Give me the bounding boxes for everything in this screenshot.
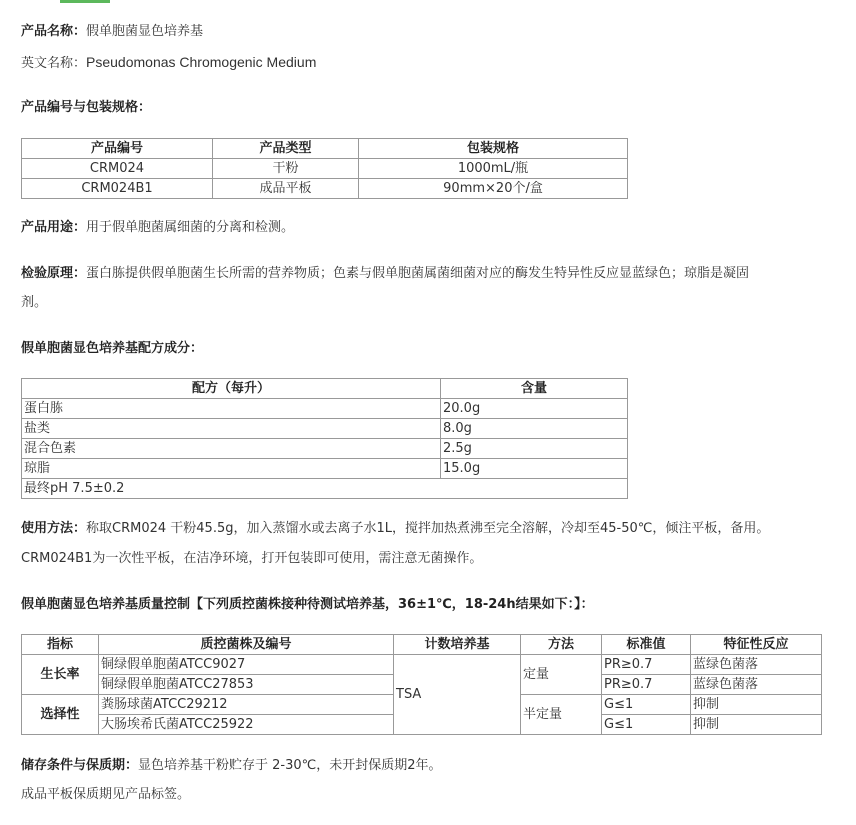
storage-note: 成品平板保质期见产品标签。 (21, 787, 191, 802)
principle-line-2: 剂。 (21, 295, 48, 310)
qc-header-medium: 计数培养基 (394, 635, 521, 655)
method-line (21, 520, 769, 538)
table-header-row (22, 379, 628, 399)
qc-header-standard: 标准值 (602, 635, 691, 655)
table-row (22, 159, 628, 179)
usage-text: 用于假单胞菌属细菌的分离和检测。 (86, 220, 295, 235)
english-name-line (21, 53, 316, 73)
qc-standard: PR≥0.7 (602, 655, 691, 675)
spec-cell-pack: 90mm×20个/盒 (359, 179, 628, 199)
usage-line (21, 219, 294, 237)
table-row (22, 419, 628, 439)
qc-standard: G≤1 (602, 695, 691, 715)
qc-table (21, 634, 822, 735)
english-name-value: Pseudomonas Chromogenic Medium (86, 54, 317, 70)
table-header-row (22, 635, 822, 655)
table-row (22, 439, 628, 459)
qc-group-growth: 生长率 (22, 655, 99, 695)
qc-strain: 大肠埃希氏菌ATCC25922 (99, 715, 394, 735)
spec-cell-pack: 1000mL/瓶 (359, 159, 628, 179)
spec-table (21, 138, 628, 199)
spec-header-code: 产品编号 (22, 139, 213, 159)
qc-group-selectivity: 选择性 (22, 695, 99, 735)
usage-label: 产品用途： (21, 220, 87, 235)
storage-line (21, 757, 442, 775)
qc-method-quant: 定量 (521, 655, 602, 695)
spec-section-title: 产品编号与包装规格： (21, 100, 152, 115)
qc-header-reaction: 特征性反应 (691, 635, 822, 655)
qc-reaction: 抑制 (691, 695, 822, 715)
method-line-2: CRM024B1为一次性平板，在洁净环境，打开包装即可使用，需注意无菌操作。 (21, 551, 483, 566)
qc-reaction: 蓝绿色菌落 (691, 655, 822, 675)
qc-reaction: 抑制 (691, 715, 822, 735)
formula-header-amount: 含量 (441, 379, 628, 399)
top-accent-bar (60, 0, 110, 3)
qc-standard: G≤1 (602, 715, 691, 735)
formula-ingredient: 蛋白胨 (22, 399, 441, 419)
product-name-label: 产品名称： (21, 24, 87, 39)
english-name-label: 英文名称： (21, 56, 87, 71)
method-label: 使用方法： (21, 521, 87, 536)
formula-ingredient: 琼脂 (22, 459, 441, 479)
principle-line (21, 265, 749, 283)
table-row (22, 399, 628, 419)
qc-strain: 粪肠球菌ATCC29212 (99, 695, 394, 715)
qc-standard: PR≥0.7 (602, 675, 691, 695)
qc-reaction: 蓝绿色菌落 (691, 675, 822, 695)
spec-header-pack: 包装规格 (359, 139, 628, 159)
formula-ingredient: 盐类 (22, 419, 441, 439)
product-name-value: 假单胞菌显色培养基 (86, 24, 204, 39)
spec-cell-code: CRM024 (22, 159, 213, 179)
qc-medium: TSA (394, 655, 521, 735)
table-row (22, 179, 628, 199)
formula-amount: 20.0g (441, 399, 628, 419)
formula-section-title: 假单胞菌显色培养基配方成分： (21, 341, 204, 356)
qc-header-strain: 质控菌株及编号 (99, 635, 394, 655)
formula-ingredient: 混合色素 (22, 439, 441, 459)
formula-amount: 15.0g (441, 459, 628, 479)
spec-header-type: 产品类型 (213, 139, 359, 159)
table-row (22, 479, 628, 499)
storage-label: 储存条件与保质期： (21, 758, 139, 773)
table-row (22, 459, 628, 479)
formula-table (21, 378, 628, 499)
method-text: 称取CRM024 干粉45.5g，加入蒸馏水或去离子水1L，搅拌加热煮沸至完全溶解，冷却至45-50℃，倾注平板，备用。 (86, 521, 770, 536)
table-header-row (22, 139, 628, 159)
table-row (22, 655, 822, 675)
principle-text: 蛋白胨提供假单胞菌生长所需的营养物质；色素与假单胞菌属菌细菌对应的酶发生特异性反应显蓝绿色；琼脂是凝固 (86, 266, 750, 281)
formula-ph: 最终pH 7.5±0.2 (22, 479, 628, 499)
formula-header-ingredient: 配方（每升） (22, 379, 441, 399)
qc-strain: 铜绿假单胞菌ATCC9027 (99, 655, 394, 675)
spec-cell-type: 干粉 (213, 159, 359, 179)
qc-strain: 铜绿假单胞菌ATCC27853 (99, 675, 394, 695)
qc-header-method: 方法 (521, 635, 602, 655)
spec-cell-code: CRM024B1 (22, 179, 213, 199)
qc-method-semiquant: 半定量 (521, 695, 602, 735)
spec-cell-type: 成品平板 (213, 179, 359, 199)
qc-header-indicator: 指标 (22, 635, 99, 655)
storage-text: 显色培养基干粉贮存于 2-30℃，未开封保质期2年。 (138, 758, 442, 773)
qc-section-title: 假单胞菌显色培养基质量控制【下列质控菌株接种待测试培养基，36±1℃，18-24h结果如下：】： (21, 597, 594, 612)
formula-amount: 8.0g (441, 419, 628, 439)
formula-amount: 2.5g (441, 439, 628, 459)
principle-label: 检验原理： (21, 266, 87, 281)
product-name-line (21, 23, 203, 41)
